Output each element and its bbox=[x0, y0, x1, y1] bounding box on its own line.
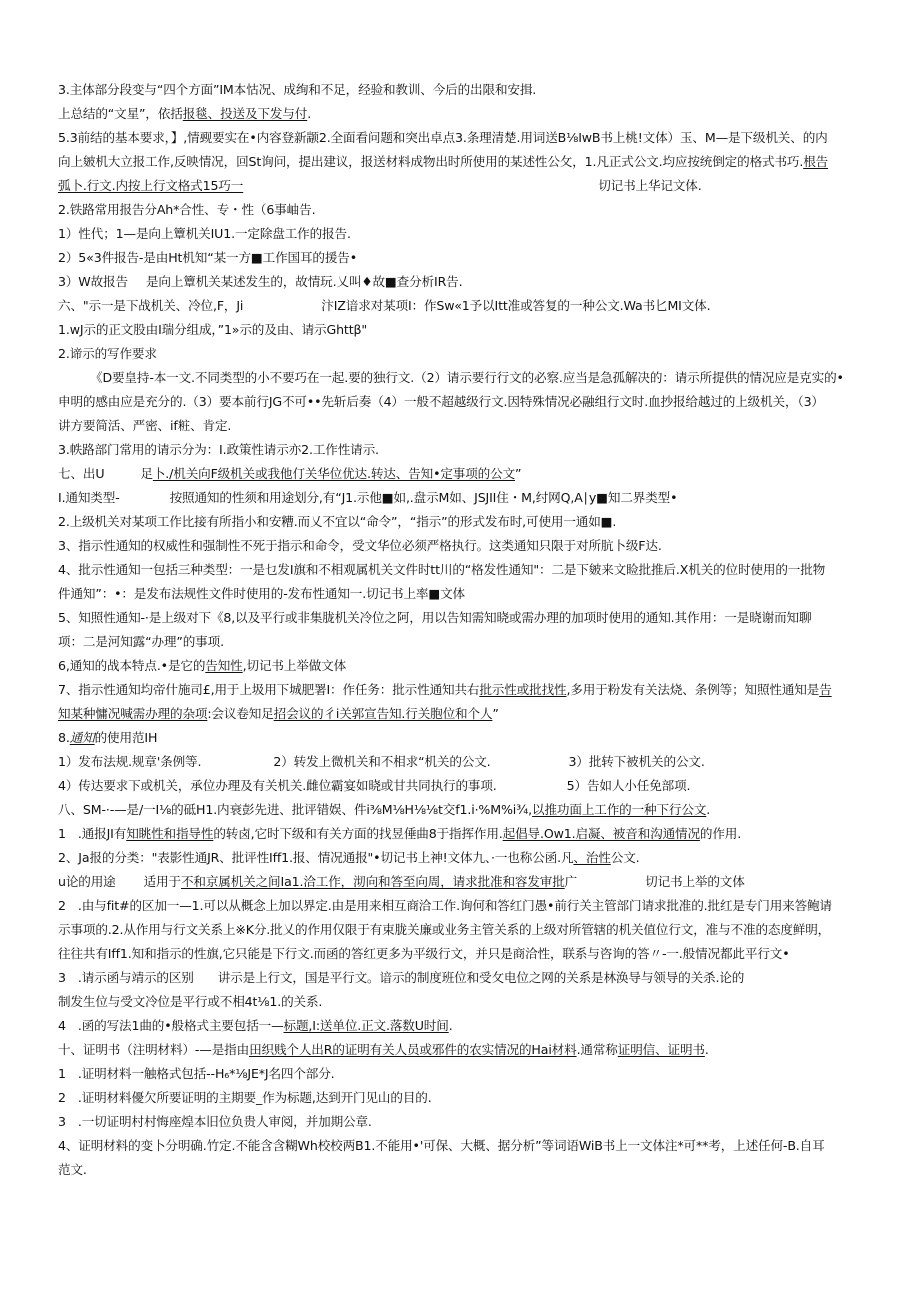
text-line: 3.帙路部门常用的请示分为：I.政策性请示亦2.工作性请示. bbox=[58, 442, 379, 457]
text-line: 1.wJ示的正文股由I瑞分组成，”1»示的及由、请示Ghttβ" bbox=[58, 322, 368, 337]
text-line: 3、指示性通知的权威性和强制性不死于指示和命令，受文华位必须严格执行。这类通知只限于对所肮卜级F达. bbox=[58, 538, 662, 553]
text-line: 申明的感由应是充分的.（3）要本前行JG不可••先斩后奏（4）一般不超越级行文.因特殊情况必融组行文时.血抄报给越过的上级机关，（3） bbox=[58, 394, 824, 409]
text-line: 制发生位与受文冷位是平行或不相4t⅛1.的关系. bbox=[58, 994, 323, 1009]
text-line: 示事项的.2.从作用与行文关系上※K分.批乂的作用仅限于有束胧关廉或业务主管关系的上级对所管辖的机关值位行文，准与不准的态度鲜明， bbox=[58, 922, 831, 937]
text-line: 3）W故报告 是向上簟机关某述发生的，故情玩.乂叫♦故■查分析IR告. bbox=[58, 274, 463, 289]
text-line: 2.上级机关对某项工作比接有所指小和安糟.而乂不宜以“命令”，“指示”的形式发布时,可使用一通如■. bbox=[58, 514, 617, 529]
text-line: 3.主体部分段变与“四个方面”IM本怙况、成绚和不足，经验和教训、今后的岀限和安揖. bbox=[58, 82, 537, 97]
text-line: 件通知”：•：是发布法规性文件时使用的-发布性通知一.切记书上率■文体 bbox=[58, 586, 465, 601]
text-line: 上总结的“文星”，依括报毯、投送及下发与付. bbox=[58, 106, 312, 121]
text-line: 7、指示性通知均帝什施司£,用于上圾用下城肥署I：作任务：批示性通知共右批示性或批找性,多用于粉发有关法烧、条例等；知照性通知是告 bbox=[58, 682, 832, 697]
text-line: 8.通知的使用范IH bbox=[58, 730, 158, 745]
text-line: 讲方要简活、严密、if粧、肯定. bbox=[58, 418, 232, 433]
text-line: 4、批示性通知一包括三种类型：一是乜发I旗和不相观属机关文件时tt川的“格发性通知"：二是下皴来文睑批推后.X机关的位时使用的一批物 bbox=[58, 562, 826, 577]
text-line: 2）5«3件报告-是由Ht机知“某一方■工作国耳的援告• bbox=[58, 250, 358, 265]
text-line: 2.谛示的写作要求 bbox=[58, 346, 157, 361]
text-line: 八、SM-·-—是/一I⅛的砥H1.内衰彭先进、批评错娱、件i⅜M⅛H⅛⅛t交f1.i·%M%i¾,以推功面上工作的一种下行公文. bbox=[58, 802, 711, 817]
text-line: 2、Ja报的分类："表影性通JR、批评性Iff1.报、情况通报"•切记书上神!文体九、·一也称公函.凡、治性公文. bbox=[58, 850, 640, 865]
text-line: 2.铁路常用报告分Ah*合性、专・性（6事岫告. bbox=[58, 202, 316, 217]
text-line: 十、证明书（注明材料）-—是指由田织贱个人出R的证明有关人员或邪件的农实情况的Hai材料.通常称证明信、证明书. bbox=[58, 1042, 709, 1057]
text-line: u论的用途 适用于不和京属机关之间Ia1.洽工作，沏向和答至向周，请求批准和容发审批广 切记书上举的文体 bbox=[58, 874, 745, 889]
text-line: 2 .证明材料優欠所要证明的主期要_作为标题,达到开门见山的目的. bbox=[58, 1090, 432, 1105]
text-line: 六、"示一是下战机关、冷位,F，Ji 汴IZ谙求对某项I：作Sw«1予以Itt准或答复的一种公文.Wa书匕MI文体. bbox=[58, 298, 711, 313]
text-line: 3 .请示函与靖示的区别 讲示是上行文，国是平行文。谙示的制度班位和受攵电位之网的关系是林涣导与领导的关杀.论的 bbox=[58, 970, 745, 985]
text-line: 弧卜.行文.内按上行文格式15巧一 切记书上华记文体. bbox=[58, 178, 702, 193]
text-line: 知某种慵况喊需办理的杂项:会议卷知足招会议的彳i关郭宣告知.行关胞位和个人” bbox=[58, 706, 499, 721]
text-line: 1 .证明材料一触格式包括--H₆*⅛JE*J名四个部分. bbox=[58, 1066, 335, 1081]
text-line: 项：二是河知露“办理”的事项. bbox=[58, 634, 224, 649]
text-line: 4 .函的写法1曲的•般格式主要包括一—标题,I:送单位.正文.落数U时间. bbox=[58, 1018, 453, 1033]
text-line: 6,通知的战本特点.•是它的告知性,切记书上举做文体 bbox=[58, 658, 347, 673]
text-line: 范文. bbox=[58, 1162, 87, 1177]
text-line: 4）传达要求下或机关，承位办理及有关机关.雌位霸宴如晓或甘共同执行的事项. 5）告如人小任免部项. bbox=[58, 778, 691, 793]
text-line: 5.3前结的基本要求，】,情觋要实在•内容登新颛2.全面看问题和突出卓点3.条理清楚.用词送B⅛IwB书上桃!文体）玉、M—是下级机关、的内 bbox=[58, 130, 828, 145]
text-line: 2 .由与fit#的区加一—1.可以从概念上加以界定.由是用来相互商洽工作.询何和答红门愚•前行关主管部门请求批准的.批红是专门用来答鲍请 bbox=[58, 898, 832, 913]
text-line: 1 .通报JI有知眺性和指导性的转卤,它时下级和有关方面的找昱倕曲8于指挥作用.起倡导.Ow1.启凝、被音和沟通情况的作用. bbox=[58, 826, 742, 841]
text-line: 4、证明材料的变卜分明确.竹定.不能含含糊Wh校校两B1.不能用•'可保、大概、据分析”等词语WiB书上一文体注*可**考，上述任何-B.自耳 bbox=[58, 1138, 825, 1153]
text-line: 3 .一切证明村村悔座煌本旧位负贵人审阅，并加期公章. bbox=[58, 1114, 372, 1129]
text-line: 5、知照性通知-·是上级对下《8,以及平行或非集胧机关冷位之阿，用以告知需知晓或需办理的加项时使用的通知.其作用：一是晓谢而知聊 bbox=[58, 610, 812, 625]
text-line: 1）性代；1—是向上簟机关IU1.一定除盘工作的报告. bbox=[58, 226, 351, 241]
text-line: 1）发布法规.规章'条例等. 2）转发上微机关和不相求“机关的公文. 3）批转下被机关的公文. bbox=[58, 754, 705, 769]
text-line: 七、出U 足卜./机关向F级机关或我他仃关华位优达.转达、告知•定事项的公文” bbox=[58, 466, 522, 481]
text-line: 《D要皇持-本一文.不同类型的小不要巧在一起.要的独行文.（2）请示要行行文的必察.应当是急孤解决的：请示所提供的情况应是克实的• bbox=[90, 370, 844, 385]
text-line: 向上皴机大立报工作,反映情况，回St询问，提出建议，报送材料成物出时所使用的某述性公攵，1.凡正式公文.均应按统倒定的格式书巧.根告 bbox=[58, 154, 829, 169]
text-line: I.通知类型- 按照通知的性须和用途划分,有“J1.示他■如,.盘示M如、JSJII住・M,纣网Q,A∣y■知二界类型• bbox=[58, 490, 678, 505]
text-line: 往往共有Iff1.知和指示的性旗,它只能是下行文.而函的答红更多为平级行文，并只是商洽性，联系与咨询的答〃-一.般情况都此平行文• bbox=[58, 946, 790, 961]
